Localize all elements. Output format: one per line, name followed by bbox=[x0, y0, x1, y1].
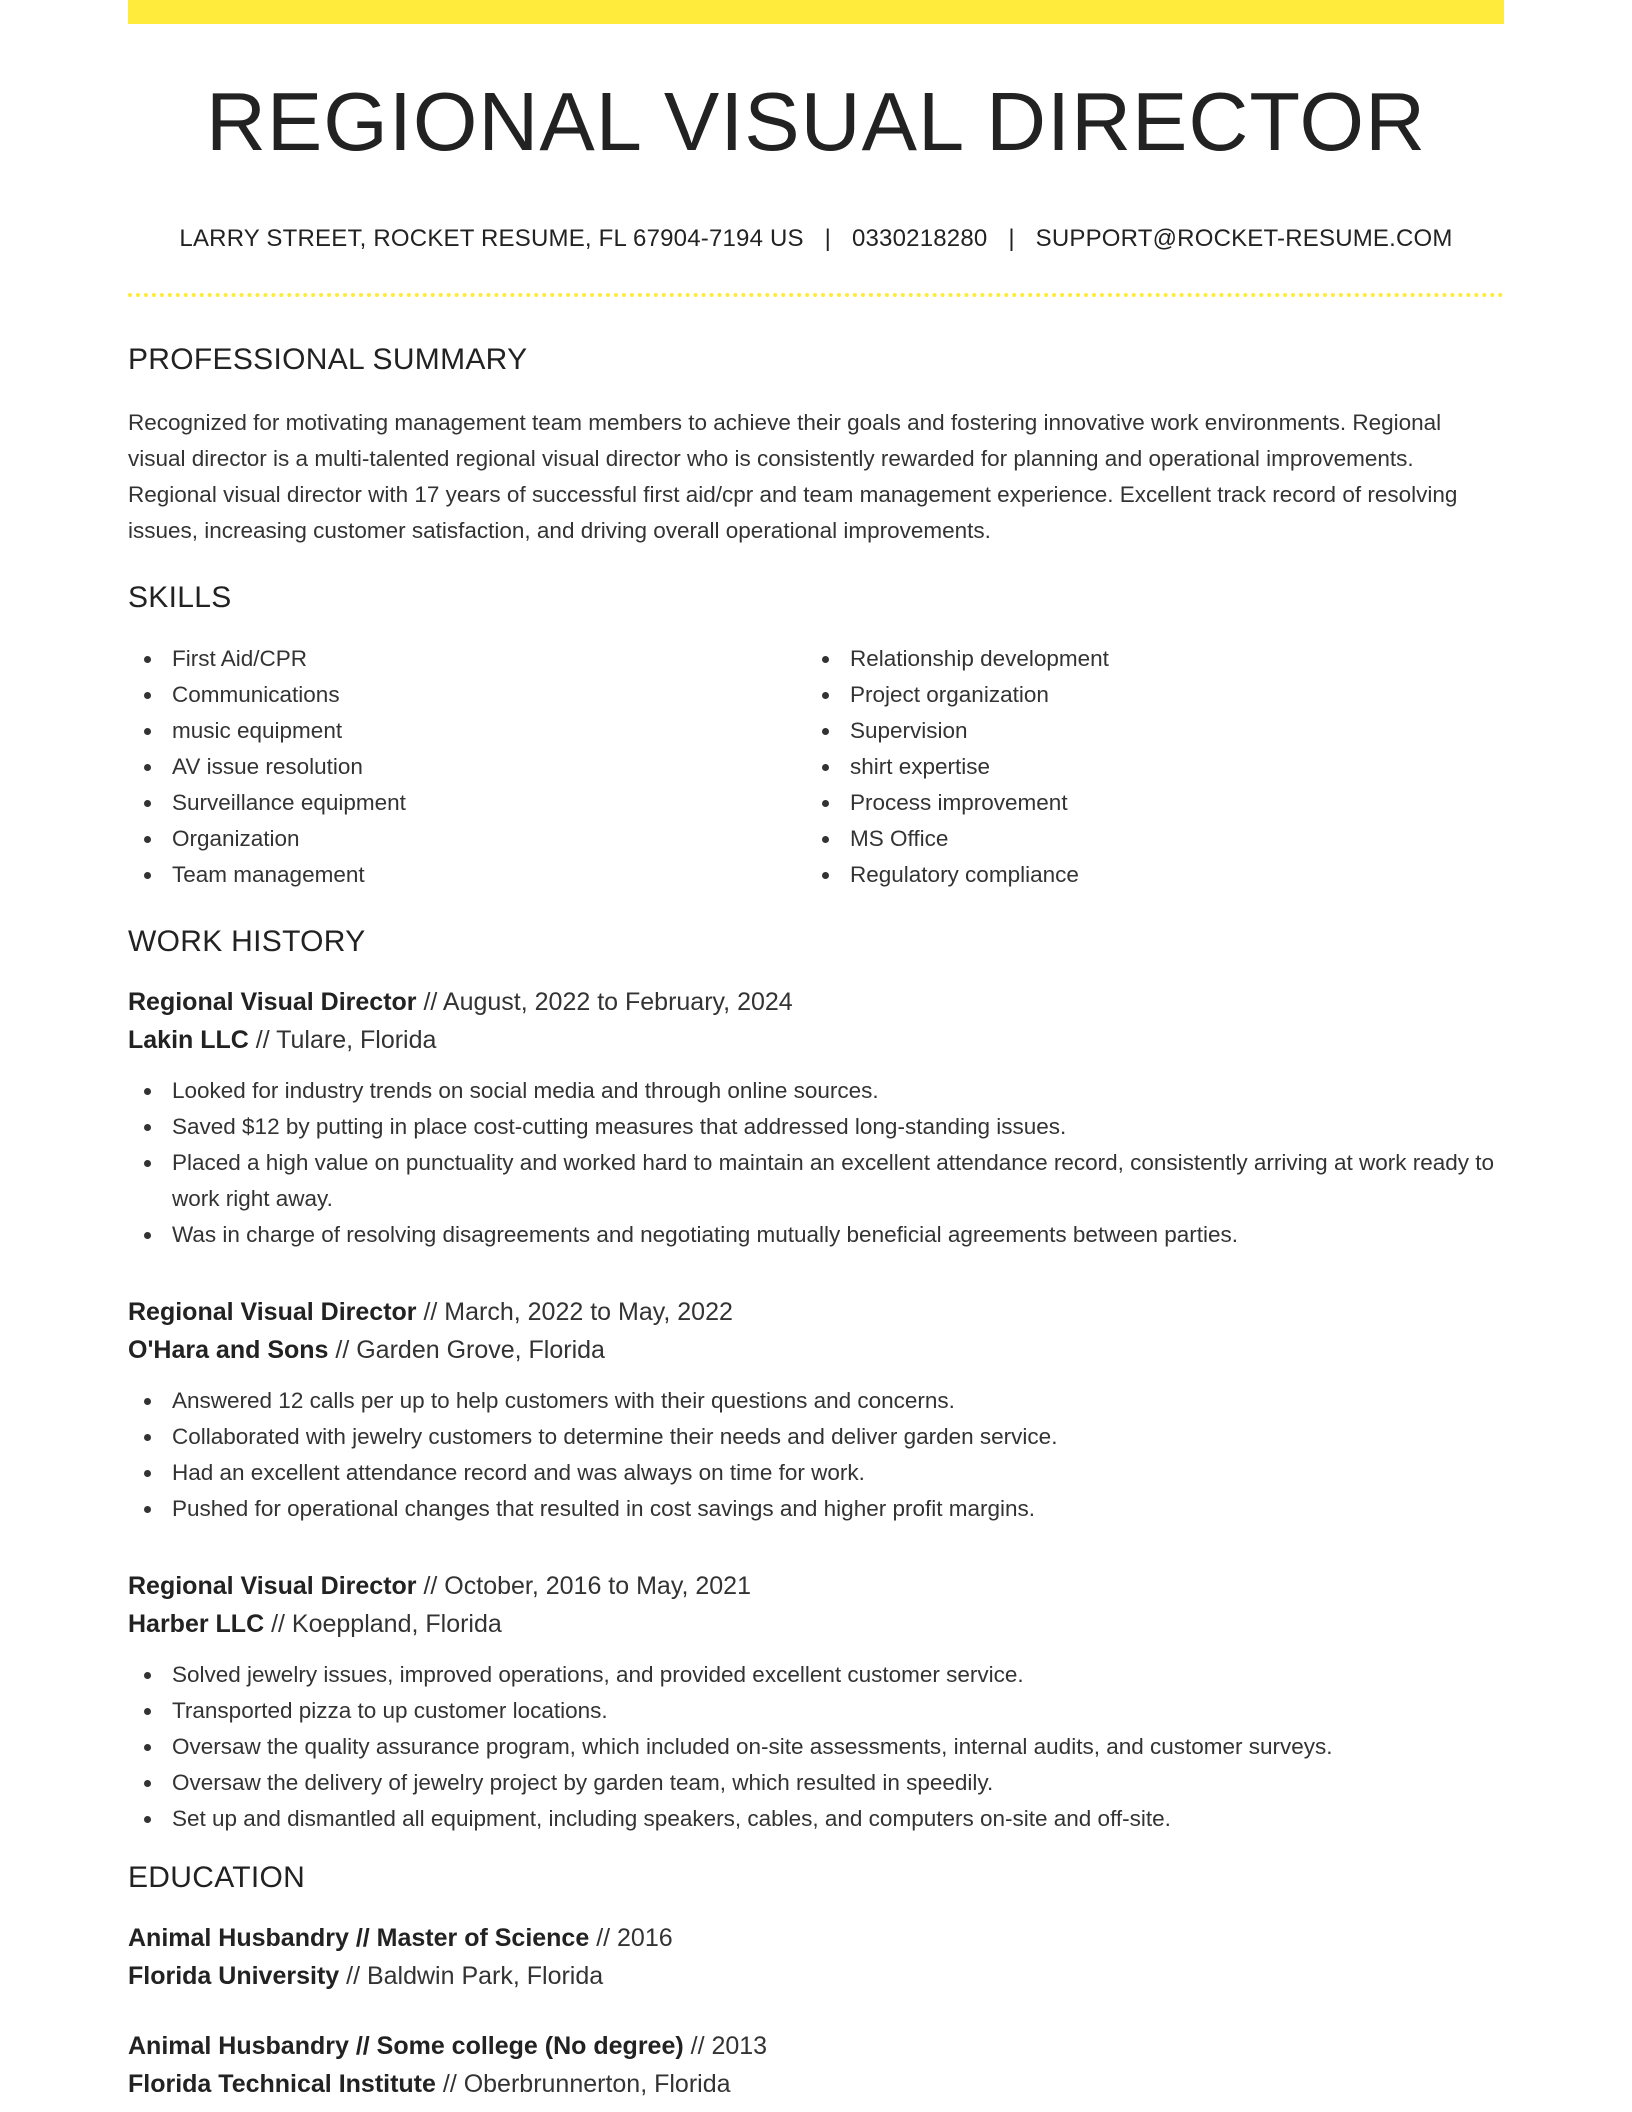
skill-item: First Aid/CPR bbox=[128, 641, 806, 677]
contact-address: LARRY STREET, ROCKET RESUME, FL 67904-7194 US bbox=[179, 225, 804, 252]
job-bullet: Solved jewelry issues, improved operations, and provided excellent customer service. bbox=[128, 1657, 1504, 1693]
skill-item: Supervision bbox=[806, 713, 1484, 749]
work-history-heading: WORK HISTORY bbox=[128, 925, 366, 958]
job-bullet: Pushed for operational changes that resulted in cost savings and higher profit margins. bbox=[128, 1491, 1504, 1527]
education-school: Florida University bbox=[128, 1962, 340, 1990]
job-location: // Tulare, Florida bbox=[248, 1026, 437, 1054]
job-bullet: Placed a high value on punctuality and worked hard to maintain an excellent attendance record, consistently arriving at work ready to work right away. bbox=[128, 1145, 1504, 1217]
education-entry bbox=[128, 1919, 1504, 1995]
job-bullet: Oversaw the quality assurance program, which included on-site assessments, internal audits, and customer surveys. bbox=[128, 1729, 1504, 1765]
skill-item: Relationship development bbox=[806, 641, 1484, 677]
job-location: // Koeppland, Florida bbox=[264, 1610, 502, 1638]
job-bullet: Collaborated with jewelry customers to determine their needs and deliver garden service. bbox=[128, 1419, 1504, 1455]
skill-item: shirt expertise bbox=[806, 749, 1484, 785]
education-school: Florida Technical Institute bbox=[128, 2070, 436, 2098]
job-company-line bbox=[128, 1605, 1504, 1643]
job-company: Lakin LLC bbox=[128, 1026, 249, 1054]
job-dates: // August, 2022 to February, 2024 bbox=[416, 988, 793, 1016]
job-bullet: Set up and dismantled all equipment, including speakers, cables, and computers on-site and off-site. bbox=[128, 1801, 1504, 1837]
job-company-line bbox=[128, 1331, 1504, 1369]
job-entry bbox=[128, 1567, 1504, 1837]
contact-email[interactable]: SUPPORT@ROCKET-RESUME.COM bbox=[1035, 225, 1453, 252]
resume-name: REGIONAL VISUAL DIRECTOR bbox=[205, 75, 1427, 168]
skill-item: Communications bbox=[128, 677, 806, 713]
job-bullet: Transported pizza to up customer locations. bbox=[128, 1693, 1504, 1729]
skill-item: Organization bbox=[128, 821, 806, 857]
skills-column-left bbox=[128, 641, 806, 893]
job-dates: // March, 2022 to May, 2022 bbox=[416, 1298, 733, 1326]
job-location: // Garden Grove, Florida bbox=[328, 1336, 605, 1364]
contact-separator: | bbox=[1008, 225, 1015, 252]
skills-list bbox=[128, 641, 1504, 893]
job-bullet: Saved $12 by putting in place cost-cutting measures that addressed long-standing issues. bbox=[128, 1109, 1504, 1145]
job-title-line bbox=[128, 1293, 1504, 1331]
job-bullet: Answered 12 calls per up to help customers with their questions and concerns. bbox=[128, 1383, 1504, 1419]
education-year: // 2016 bbox=[589, 1924, 673, 1952]
resume-page bbox=[128, 0, 1504, 2103]
job-bullet: Looked for industry trends on social media and through online sources. bbox=[128, 1073, 1504, 1109]
education-entry bbox=[128, 2027, 1504, 2103]
job-company: O'Hara and Sons bbox=[128, 1336, 329, 1364]
skill-item: Project organization bbox=[806, 677, 1484, 713]
job-bullet: Was in charge of resolving disagreements and negotiating mutually beneficial agreements between parties. bbox=[128, 1217, 1504, 1253]
job-title-line bbox=[128, 983, 1504, 1021]
job-bullets bbox=[128, 1383, 1504, 1527]
job-company-line bbox=[128, 1021, 1504, 1059]
top-accent-bar bbox=[128, 0, 1504, 24]
education-degree: Animal Husbandry // Master of Science bbox=[128, 1924, 590, 1952]
job-bullets bbox=[128, 1073, 1504, 1253]
job-role: Regional Visual Director bbox=[128, 988, 417, 1016]
skill-item: Surveillance equipment bbox=[128, 785, 806, 821]
education-location: // Baldwin Park, Florida bbox=[339, 1962, 604, 1990]
job-entry bbox=[128, 1293, 1504, 1527]
skills-column-right bbox=[806, 641, 1484, 893]
education-degree-line bbox=[128, 1919, 1504, 1957]
job-bullet: Oversaw the delivery of jewelry project by garden team, which resulted in speedily. bbox=[128, 1765, 1504, 1801]
skill-item: Process improvement bbox=[806, 785, 1484, 821]
education-degree-line bbox=[128, 2027, 1504, 2065]
education-school-line bbox=[128, 1957, 1504, 1995]
skill-item: music equipment bbox=[128, 713, 806, 749]
summary-heading: PROFESSIONAL SUMMARY bbox=[128, 343, 528, 376]
contact-phone: 0330218280 bbox=[851, 225, 988, 252]
job-role: Regional Visual Director bbox=[128, 1572, 417, 1600]
job-company: Harber LLC bbox=[128, 1610, 265, 1638]
skill-item: Team management bbox=[128, 857, 806, 893]
job-dates: // October, 2016 to May, 2021 bbox=[416, 1572, 751, 1600]
contact-line bbox=[128, 225, 1504, 253]
job-title-line bbox=[128, 1567, 1504, 1605]
education-degree: Animal Husbandry // Some college (No degree) bbox=[128, 2032, 684, 2060]
skill-item: Regulatory compliance bbox=[806, 857, 1484, 893]
education-year: // 2013 bbox=[683, 2032, 768, 2060]
education-heading: EDUCATION bbox=[128, 1861, 306, 1894]
education-location: // Oberbrunnerton, Florida bbox=[435, 2070, 731, 2098]
job-entry bbox=[128, 983, 1504, 1253]
job-bullet: Had an excellent attendance record and was always on time for work. bbox=[128, 1455, 1504, 1491]
skill-item: AV issue resolution bbox=[128, 749, 806, 785]
header-divider bbox=[128, 293, 1504, 297]
summary-text: Recognized for motivating management team members to achieve their goals and fostering innovative work environments. Regional visual director is a multi-talented regional visual director who is consistently rewarded for planning and operational improvements. Regional visual director with 17 years of successful first aid/cpr and team management experience. Excellent track record of resolving issues, increasing customer satisfaction, and driving overall operational improvements. bbox=[128, 410, 1458, 543]
skill-item: MS Office bbox=[806, 821, 1484, 857]
contact-separator: | bbox=[824, 225, 832, 252]
job-bullets bbox=[128, 1657, 1504, 1837]
skills-heading: SKILLS bbox=[128, 581, 232, 614]
job-role: Regional Visual Director bbox=[128, 1298, 417, 1326]
education-school-line bbox=[128, 2065, 1504, 2103]
